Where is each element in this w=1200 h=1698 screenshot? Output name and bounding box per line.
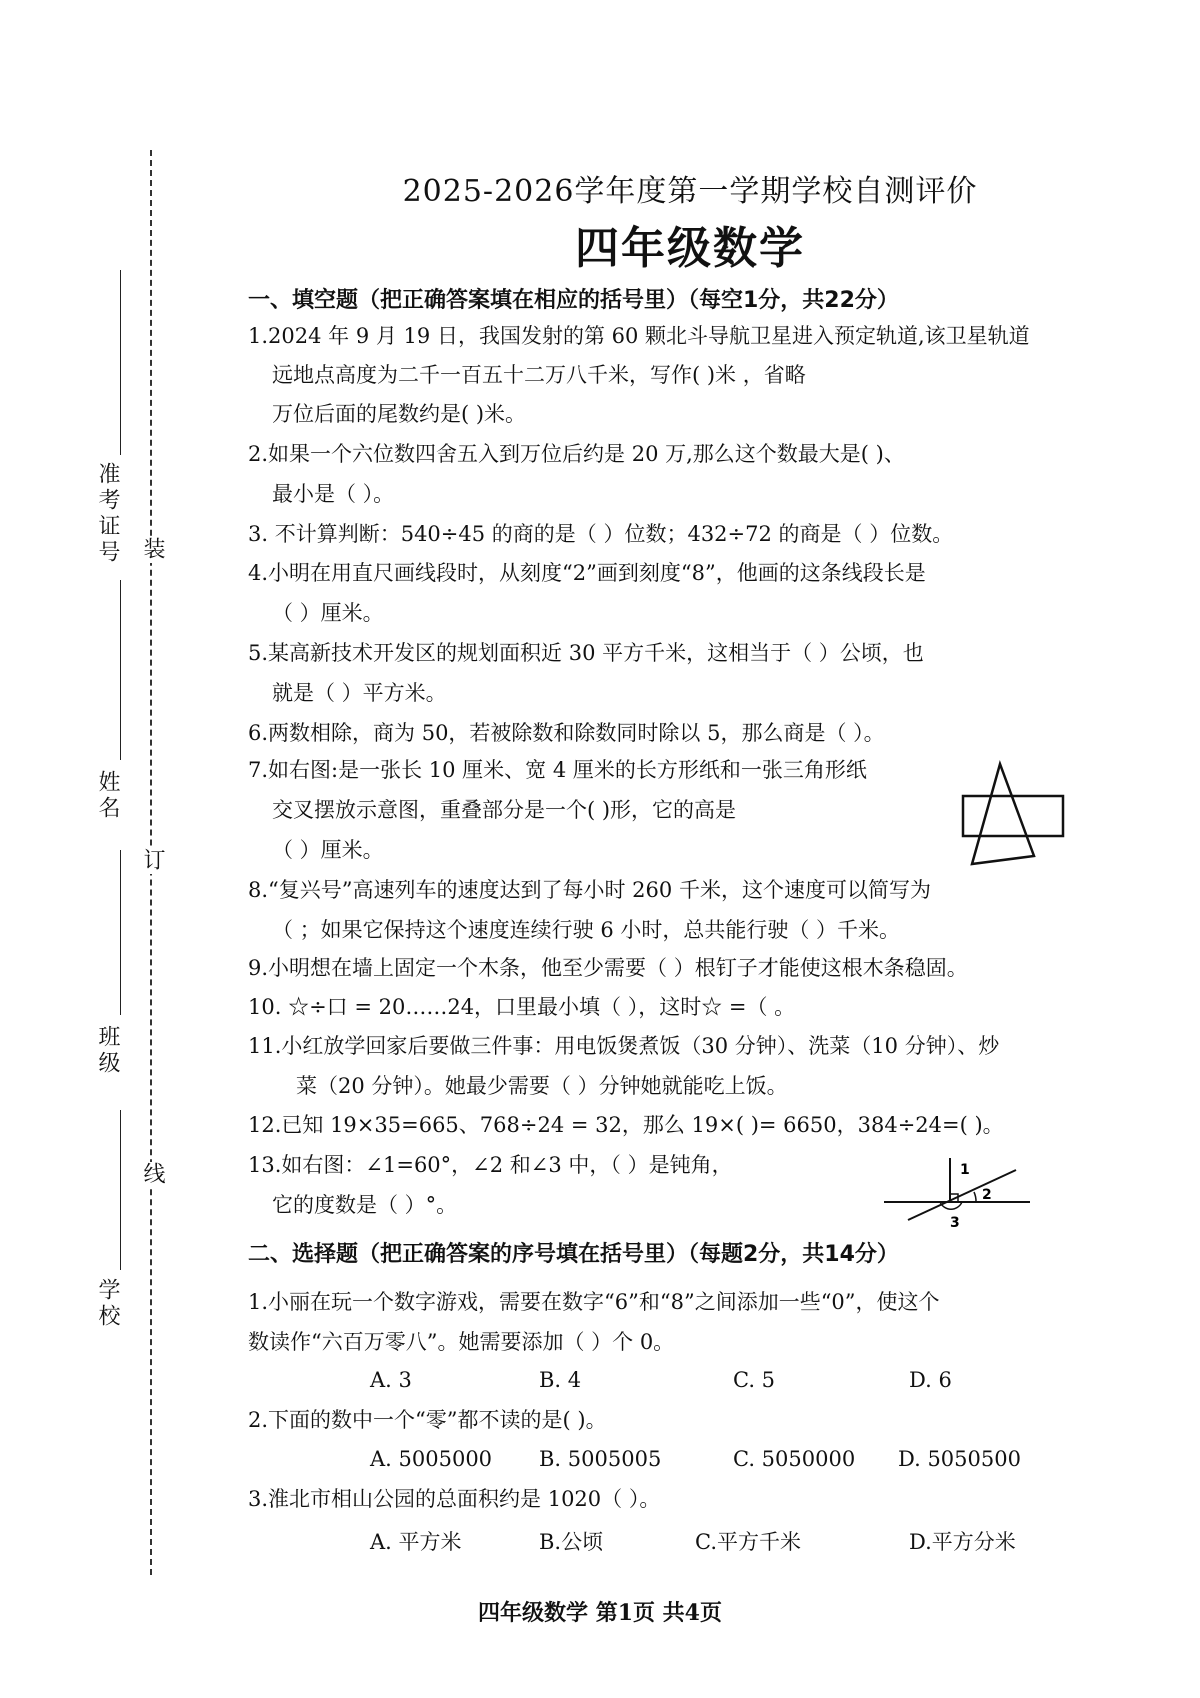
q8-line1: 8.“复兴号”高速列车的速度达到了每小时 260 千米，这个速度可以简写为 [248, 878, 931, 902]
section2-heading: 二、选择题（把正确答案的序号填在括号里）（每题2分，共14分） [248, 1242, 899, 1267]
school-blank[interactable] [120, 1110, 121, 1270]
q12: 12.已知 19×35=665、768÷24 = 32，那么 19×( )= 6650，384÷24=( )。 [248, 1113, 1004, 1137]
q13-line1: 13.如右图：∠1=60°，∠2 和∠3 中，（ ）是钝角， [248, 1153, 733, 1177]
cut-mark-xian: 线 [137, 1162, 168, 1188]
s2-q3-option-b[interactable]: B.公顷 [539, 1530, 604, 1554]
angle-2-arc [974, 1192, 976, 1202]
s2-q3-option-c[interactable]: C.平方千米 [695, 1530, 801, 1554]
angle-label-1: 1 [960, 1162, 970, 1178]
s2-q2-option-b[interactable]: B. 5005005 [539, 1447, 662, 1471]
rectangle-triangle-figure [958, 758, 1066, 884]
s2-q1-option-b[interactable]: B. 4 [539, 1368, 582, 1392]
q10: 10. ☆÷口 = 20……24，口里最小填（ ），这时☆ =（ 。 [248, 995, 796, 1019]
q7-line1: 7.如右图:是一张长 10 厘米、宽 4 厘米的长方形纸和一张三角形纸 [248, 758, 867, 782]
s2-q3-option-d[interactable]: D.平方分米 [909, 1530, 1016, 1554]
s2-q3-line1: 3.淮北市相山公园的总面积约是 1020（ ）。 [248, 1487, 661, 1511]
s2-q1-option-c[interactable]: C. 5 [733, 1368, 776, 1392]
name-blank[interactable] [120, 580, 121, 760]
q7-line3: （ ）厘米。 [272, 838, 384, 862]
angle-figure [880, 1150, 1040, 1234]
class-blank[interactable] [120, 850, 121, 1015]
s2-q1-option-d[interactable]: D. 6 [909, 1368, 952, 1392]
q4-line1: 4.小明在用直尺画线段时，从刻度“2”画到刻度“8”，他画的这条线段长是 [248, 561, 926, 585]
q11-line2: 菜（20 分钟）。她最少需要（ ）分钟她就能吃上饭。 [296, 1074, 788, 1098]
q8-line2: （ ；如果它保持这个速度连续行驶 6 小时，总共能行驶（ ）千米。 [272, 918, 901, 942]
q11-line1: 11.小红放学回家后要做三件事：用电饭煲煮饭（30 分钟）、洗菜（10 分钟）、炒 [248, 1034, 1000, 1058]
s2-q2-line1: 2.下面的数中一个“零”都不读的是( )。 [248, 1408, 607, 1432]
cut-mark-ding: 订 [137, 848, 168, 874]
s2-q1-line2: 数读作“六百万零八”。她需要添加（ ）个 0。 [248, 1330, 675, 1354]
q1-line2: 远地点高度为二千一百五十二万八千米，写作( )米 ，省略 [272, 363, 806, 387]
s2-q2-option-c[interactable]: C. 5050000 [733, 1447, 856, 1471]
section1-heading: 一、填空题（把正确答案填在相应的括号里）（每空1分，共22分） [248, 288, 899, 313]
page-footer: 四年级数学 第1页 共4页 [478, 1600, 722, 1626]
q1-line3: 万位后面的尾数约是( )米。 [272, 402, 527, 426]
q13-line2: 它的度数是（ ）°。 [272, 1193, 458, 1217]
q9: 9.小明想在墙上固定一个木条，他至少需要（ ）根钉子才能使这根木条稳固。 [248, 956, 968, 980]
s2-q2-option-a[interactable]: A. 5005000 [370, 1447, 493, 1471]
s2-q3-option-a[interactable]: A. 平方米 [370, 1530, 462, 1554]
angle-label-2: 2 [982, 1187, 992, 1203]
exam-subject: 四年级数学 [575, 223, 805, 274]
q3: 3. 不计算判断：540÷45 的商的是（ ）位数；432÷72 的商是（ ）位数。 [248, 522, 954, 546]
q6: 6.两数相除，商为 50，若被除数和除数同时除以 5，那么商是（ ）。 [248, 721, 885, 745]
s2-q1-line1: 1.小丽在玩一个数字游戏，需要在数字“6”和“8”之间添加一些“0”，使这个 [248, 1290, 940, 1314]
q2-line1: 2.如果一个六位数四舍五入到万位后约是 20 万,那么这个数最大是( )、 [248, 442, 905, 466]
q4-line2: （ ）厘米。 [272, 601, 384, 625]
exam-title: 2025-2026学年度第一学期学校自测评价 [402, 174, 978, 209]
q5-line1: 5.某高新技术开发区的规划面积近 30 平方千米，这相当于（ ）公顷，也 [248, 641, 924, 665]
angle-label-3: 3 [950, 1215, 960, 1231]
s2-q2-option-d[interactable]: D. 5050500 [898, 1447, 1021, 1471]
cut-mark-zhuang: 装 [137, 537, 168, 563]
margin-label-exam-number: 准考证号 [95, 462, 120, 566]
margin-label-class: 班级 [95, 1025, 120, 1077]
exam-number-blank[interactable] [120, 270, 121, 455]
q2-line2: 最小是（ ）。 [272, 482, 395, 506]
q5-line2: 就是（ ）平方米。 [272, 681, 447, 705]
margin-label-school: 学校 [95, 1278, 120, 1330]
margin-label-name: 姓名 [95, 770, 120, 822]
q7-line2: 交叉摆放示意图，重叠部分是一个( )形，它的高是 [272, 798, 737, 822]
triangle-paper [972, 764, 1034, 864]
q1-line1: 1.2024 年 9 月 19 日，我国发射的第 60 颗北斗导航卫星进入预定轨道,该卫星轨道 [248, 324, 1030, 348]
s2-q1-option-a[interactable]: A. 3 [370, 1368, 412, 1392]
